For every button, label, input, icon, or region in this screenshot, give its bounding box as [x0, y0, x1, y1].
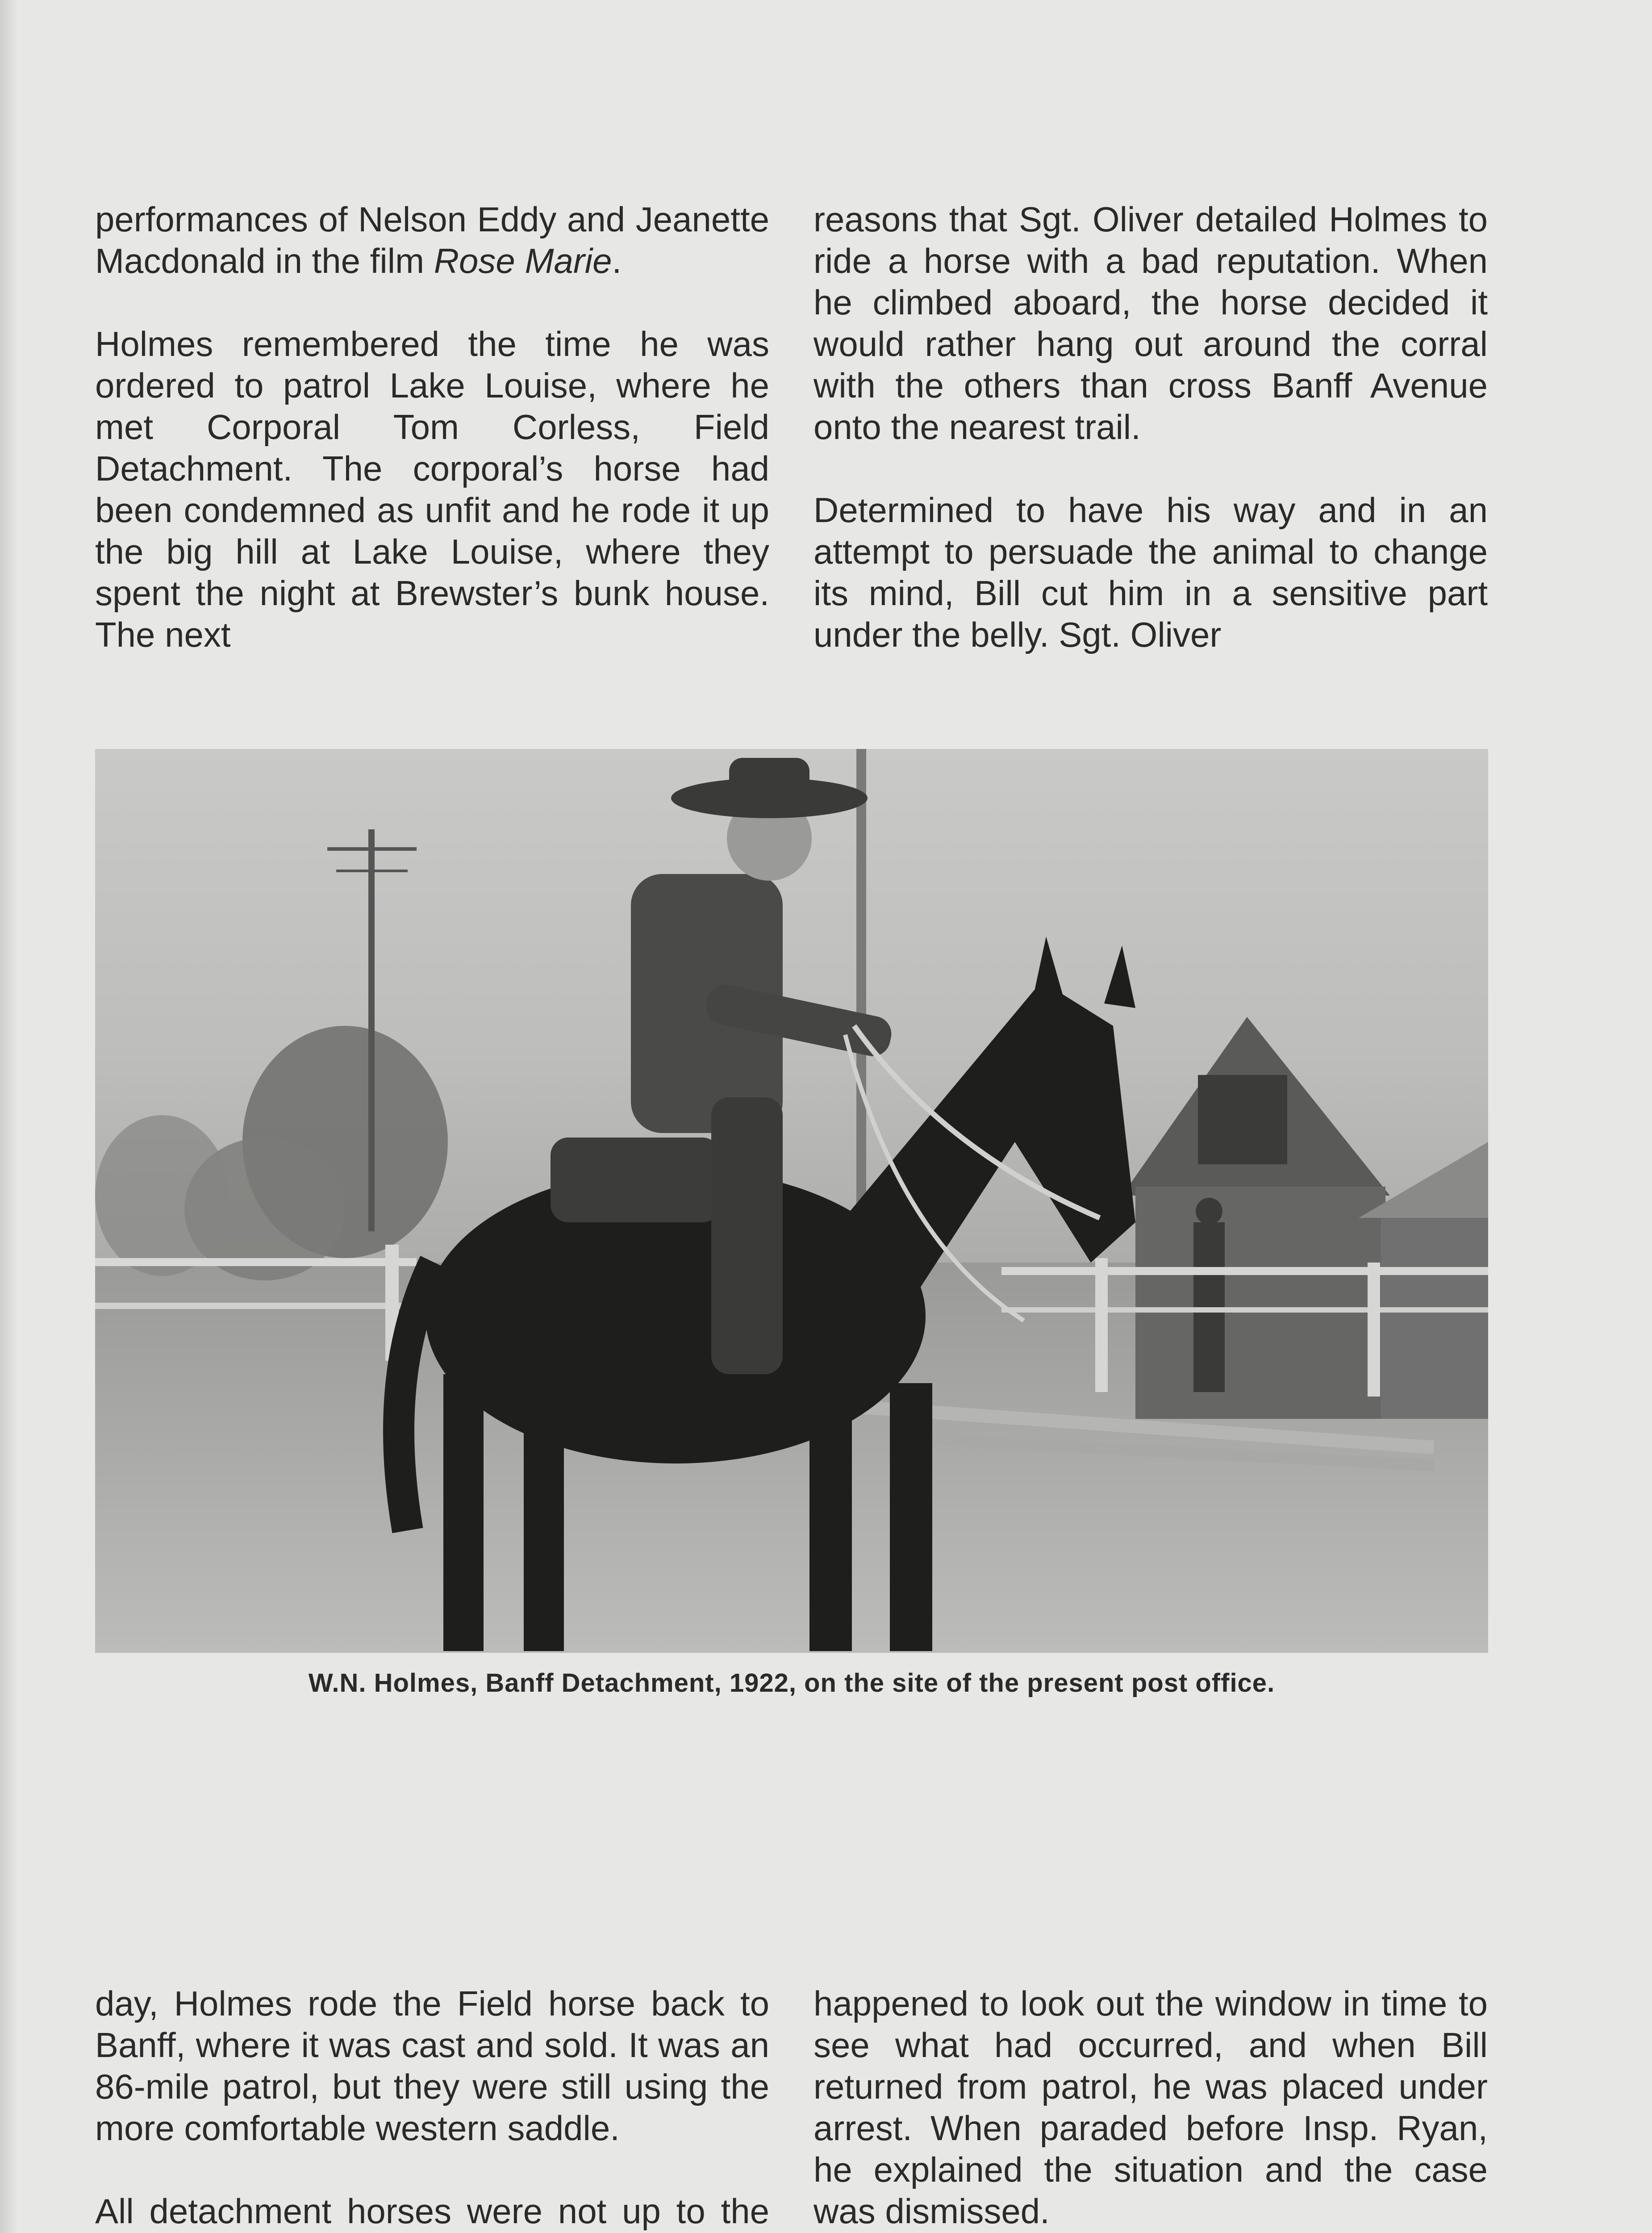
text-run: Holmes remembered the time he was ordered to patrol Lake Louise, where he met Corporal Tom Corless, Field Detachment. The corporal’s horse had been condemned as unfit and he rode it up the big hill at Lake Louise, where they spent the night at Brewster’s bunk house. The next	[95, 324, 769, 654]
column-top-left	[95, 199, 769, 656]
column-bottom-left	[95, 1983, 769, 2233]
paragraph	[95, 199, 769, 282]
text-run: .	[612, 241, 622, 280]
paragraph	[813, 489, 1488, 656]
text-run: reasons that Sgt. Oliver detailed Holmes to ride a horse with a bad reputation. When he climbed aboard, the horse decided it would rather hang out around the corral with the others than cross Banff Avenue onto the nearest trail.	[813, 200, 1488, 447]
text-run: Determined to have his way and in an attempt to persuade the animal to change its mind, Bill cut him in a sensitive part under the belly. Sgt. Oliver	[813, 490, 1488, 654]
photo-illustration	[95, 749, 1488, 1653]
page-edge-shadow	[0, 0, 18, 2233]
text-run: happened to look out the window in time to see what had occurred, and when Bill returned from patrol, he was placed under arrest. When paraded before Insp. Ryan, he explained the situation and the case was dismissed.	[813, 1984, 1488, 2231]
photo-caption: W.N. Holmes, Banff Detachment, 1922, on the site of the present post office.	[308, 1668, 1275, 1698]
text-run: performances of Nelson Eddy and Jeanette Macdonald in the film	[95, 200, 769, 280]
photograph-holmes-on-horse	[95, 749, 1488, 1653]
paragraph	[95, 1983, 769, 2149]
paragraph	[95, 323, 769, 656]
text-run: day, Holmes rode the Field horse back to Banff, where it was cast and sold. It was an 86-mile patrol, but they were still using the more comfortable western saddle.	[95, 1984, 769, 2148]
text-run: All detachment horses were not up to the	[95, 2191, 769, 2231]
paragraph	[95, 2191, 769, 2233]
column-bottom-right	[813, 1983, 1488, 2233]
paragraph	[813, 1983, 1488, 2232]
italic-text-run: Rose Marie	[434, 241, 612, 280]
column-top-right	[813, 199, 1488, 656]
paragraph	[813, 199, 1488, 448]
